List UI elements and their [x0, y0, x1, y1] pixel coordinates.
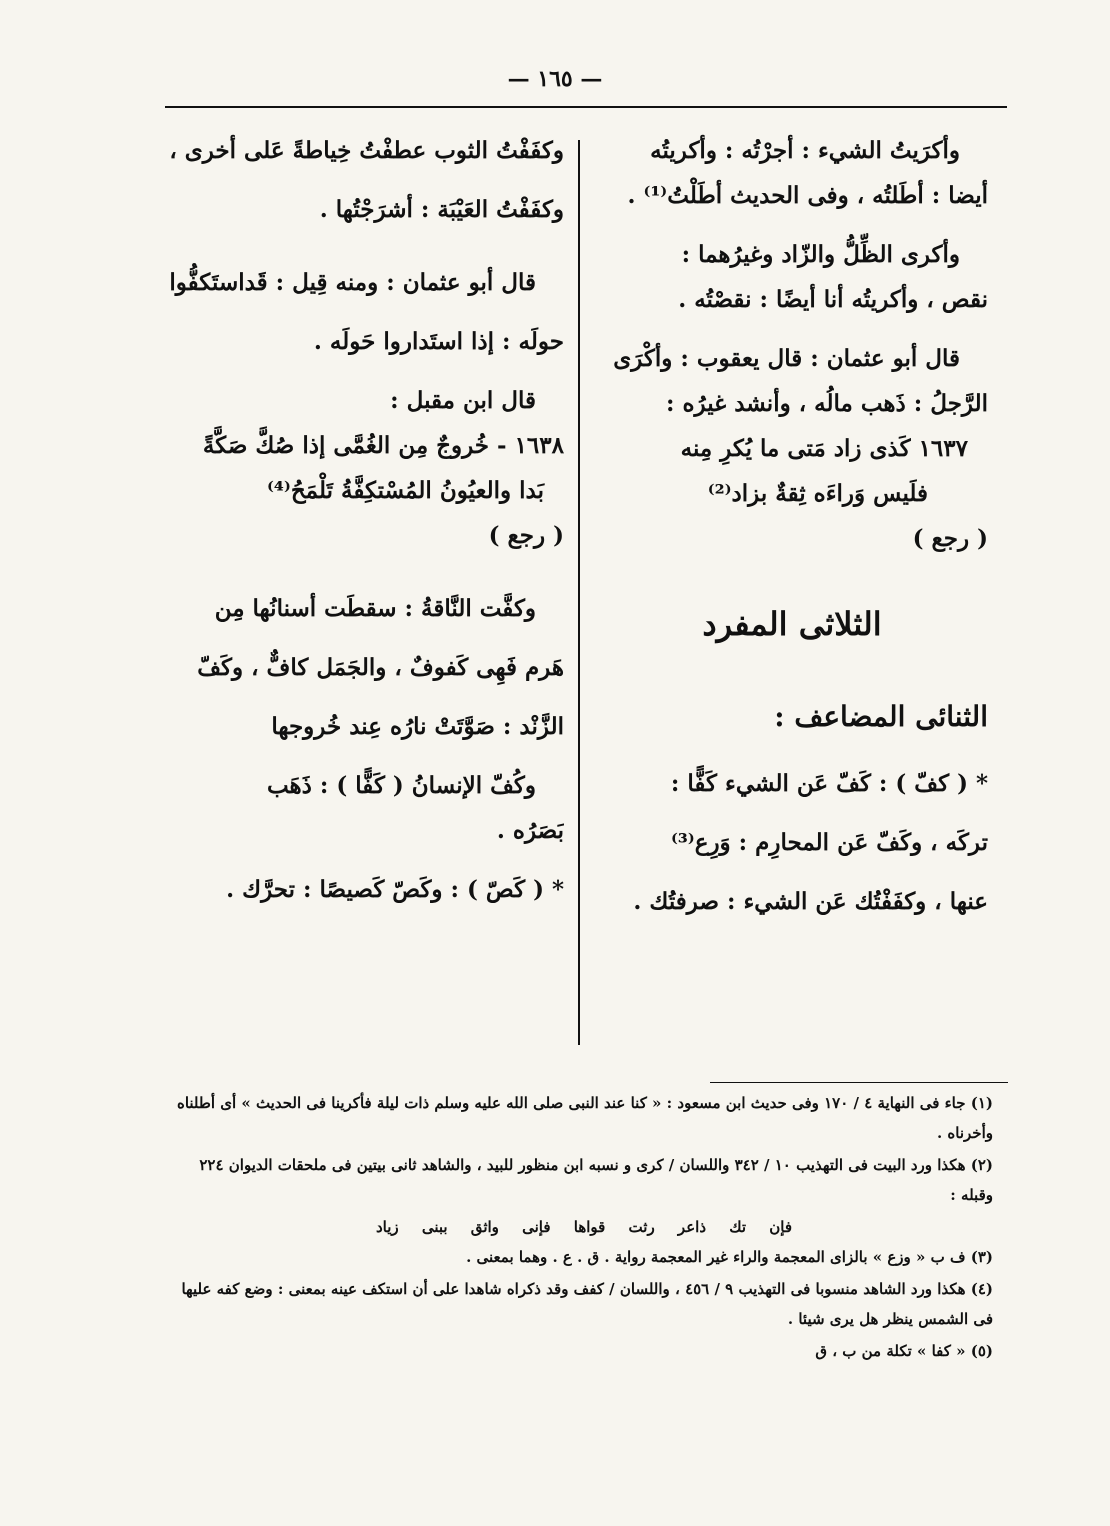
- text-line: وكفَفْتُ الثوب عطفْتُ خِياطةً عَلى أخرى ،: [169, 137, 564, 164]
- footnote: (٣) ف ب « وزع » بالزاى المعجمة والراء غير المعجمة رواية . ق . ع . وهما بمعنى .: [466, 1248, 993, 1266]
- text-line: وكُفّ الإنسانُ ( كَفًّا ) : ذَهَب: [266, 772, 536, 799]
- text-line: وكفَّت النَّاقةُ : سقطَت أسنانُها مِن: [214, 595, 536, 622]
- footnotes: [175, 1088, 993, 1368]
- footnote-verse: فإن تك ذاعر رثت قواها فإنى واثق ببنى زياد: [375, 1218, 793, 1236]
- footnote: (٤) هكذا ورد الشاهد منسوبا فى التهذيب ٩ / ٤٥٦ ، واللسان / كفف وقد ذكراه شاهدا على أن استكف عينه بمعنى : وضع كفه عليها فى الشمس ينظر هل يرى شيئا .: [181, 1280, 993, 1328]
- text-line: وكفَفْتُ العَيْبَة : أشرَجْتُها .: [319, 196, 564, 223]
- entry-line: عنها ، وكفَفْتُك عَن الشيء : صرفتُك .: [633, 888, 988, 915]
- entry-line: تركَه ، وكَفّ عَن المحارِم : وَرِع⁽³⁾: [670, 829, 988, 856]
- verse-line: ١٦٣٧ كَذى زاد مَتى ما يُكرِ مِنه: [680, 435, 968, 462]
- text-line: وأكرى الظِّلُّ والزّاد وغيرُهما :: [681, 241, 960, 268]
- footnote: (١) جاء فى النهاية ٤ / ١٧٠ وفى حديث ابن مسعود : « كنا عند النبى صلى الله عليه وسلم ذات ليلة فأكرينا فى الحديث » أى أطلناه وأخرناه .: [176, 1094, 993, 1142]
- text-line: قال أبو عثمان : ومنه قِيل : قَداستَكفُّوا: [169, 269, 536, 296]
- page-number: — ١٦٥ —: [507, 66, 603, 92]
- root-reference: ( رجع ): [912, 525, 988, 552]
- text-line: أيضا : أطَلتُه ، وفى الحديث أطَلْتُ⁽¹⁾ .: [627, 182, 988, 209]
- subheading: الثنائى المضاعف :: [774, 700, 988, 733]
- verse-line: ١٦٣٨ - خُروجٌ مِن الغُمَّى إذا صُكَّ صَكَّةً: [202, 432, 564, 459]
- section-title: الثلاثى المفرد: [702, 605, 882, 643]
- footnote: (٢) هكذا ورد البيت فى التهذيب ١٠ / ٣٤٢ واللسان / كرى و نسبه ابن منظور للبيد ، والشاهد ثانى بيتين فى ملحقات الديوان ٢٢٤ وقبله :: [199, 1156, 993, 1204]
- text-line: قال ابن مقبل :: [390, 387, 536, 414]
- text-line: نقص ، وأكريتُه أنا أيضًا : نقصْتُه .: [678, 286, 988, 313]
- text-line: حولَه : إذا استَداروا حَولَه .: [313, 328, 564, 355]
- entry-line: * ( كَصّ ) : وكَصّ كَصيصًا : تحرَّك .: [226, 876, 564, 903]
- entry-line: * ( كفّ ) : كَفّ عَن الشيء كَفًّا :: [670, 770, 988, 797]
- left-column: [150, 128, 564, 912]
- footnote: (٥) « كفا » تكلة من ب ، ق: [815, 1342, 993, 1360]
- text-line: وأكرَيتُ الشيء : أجرْتُه : وأكريتُه: [650, 137, 960, 164]
- text-line: الزَّنْد : صَوَّتَتْ نارُه عِند خُروجها: [271, 713, 564, 740]
- text-line: بَصَرُه .: [496, 817, 564, 844]
- verse-line: فلَيس وَراءَه ثِقةٌ بزاد⁽²⁾: [707, 480, 928, 507]
- text-line: هَرم فَهِى كَفوفٌ ، والجَمَل كافٌّ ، وكَفّ: [197, 654, 564, 681]
- header-rule: [165, 106, 1007, 108]
- right-column: [596, 128, 988, 924]
- footnote-rule: [710, 1082, 1008, 1083]
- root-reference: ( رجع ): [488, 522, 564, 549]
- text-line: الرَّجلُ : ذَهب مالُه ، وأنشد غيرُه :: [666, 390, 988, 417]
- text-line: قال أبو عثمان : قال يعقوب : وأكْرَى: [613, 345, 960, 372]
- verse-line: بَدا والعيُونُ المُسْتكِفَّةُ تَلْمَحُ⁽⁴⁾: [267, 477, 544, 504]
- column-divider: [578, 140, 580, 1045]
